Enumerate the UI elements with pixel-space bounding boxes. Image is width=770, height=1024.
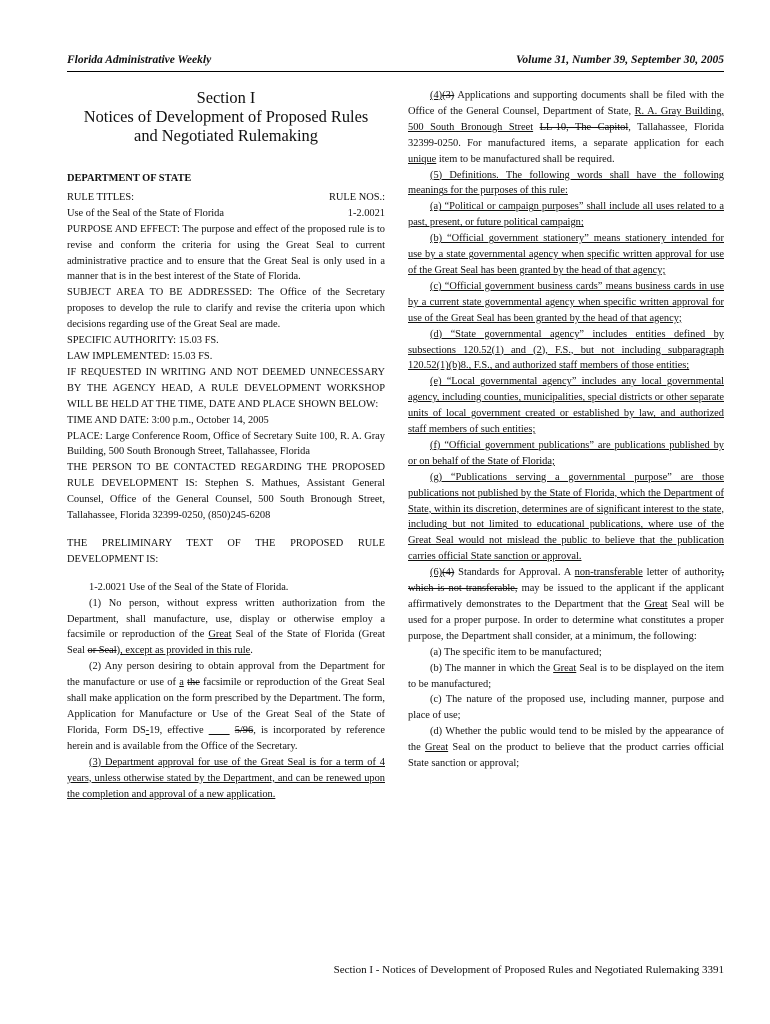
rule-number: 1-2.0021 [347, 207, 385, 219]
rule-heading: 1-2.0021 Use of the Seal of the State of Florida. [89, 581, 289, 593]
place: PLACE: Large Conference Room, Office of Secretary Suite 100, R. A. Gray Building, 500 South Bronough Street, Tallahassee, Florida [67, 430, 385, 458]
section-title-line3: and Negotiated Rulemaking [134, 126, 318, 145]
department-heading: DEPARTMENT OF STATE [67, 173, 192, 184]
definition-e: (e) “Local governmental agency” includes any local governmental agency, including counties, municipalities, special districts or other separate units of local government created or established by law, and authorized staff members of such entities; [408, 376, 724, 436]
rule-titles-row [67, 190, 385, 206]
header-divider [67, 71, 724, 72]
specific-authority: SPECIFIC AUTHORITY: 15.03 FS. [67, 335, 219, 347]
law-implemented: LAW IMPLEMENTED: 15.03 FS. [67, 350, 213, 362]
purpose-paragraph: PURPOSE AND EFFECT: The purpose and effect of the proposed rule is to revise and conform the criteria for using the Great Seal to current administrative practice and to ensure that the Great Seal is only used in a manner that is in the best interest of the State of Florida. [67, 223, 385, 283]
definition-f: (f) “Official government publications” are publications published by or on behalf of the State of Florida; [408, 439, 724, 467]
section-title-line2: Notices of Development of Proposed Rules [83, 107, 369, 126]
rule-paragraph-1: (1) No person, without express written authorization from the Department, shall manufacture, use, display or otherwise employ a facsimile or reproduction of the Great Seal of the State of Florida (Great Seal or Seal), except as provided in this rule. [67, 597, 386, 657]
standard-a: (a) The specific item to be manufactured; [430, 646, 602, 658]
subject-paragraph: SUBJECT AREA TO BE ADDRESSED: The Office of the Secretary proposes to develop the rule to clarify and revise the criteria upon which decisions regarding use of the Great Seal are made. [67, 287, 385, 331]
rule-paragraph-4: (4)(3) Applications and supporting documents shall be filed with the Office of the General Counsel, Department of State, R. A. Gray Building, 500 South Bronough Street LL-10, The Capitol, Tallahassee, Florida 32399-0250. For manufactured items, a separate application for each unique item to be manufactured shall be required. [408, 90, 724, 165]
rule-title: Use of the Seal of the State of Florida [67, 207, 224, 219]
rule-titles-label: RULE TITLES: [67, 191, 135, 203]
definition-g: (g) “Publications serving a governmental purpose” are those publications not published by the State of Florida, which the Department of State, within its discretion, determines are of significant interest to the state, including but not limited to educational publications, where use of the Great Seal would not mislead the public to believe that the publication carries official State sanction or approval. [408, 471, 724, 563]
standard-c: (c) The nature of the proposed use, including manner, purpose and place of use; [408, 694, 724, 722]
volume-info: Volume 31, Number 39, September 30, 2005 [516, 54, 724, 66]
standard-d: (d) Whether the public would tend to be misled by the appearance of the Great Seal on the product to believe that the product carries official State sanction or approval; [408, 726, 724, 770]
contact-person: THE PERSON TO BE CONTACTED REGARDING THE PROPOSED RULE DEVELOPMENT IS: Stephen S. Mathues, Assistant General Counsel, Office of the General Counsel, 500 South Bronough Street, Tallahassee, Florida 32399-0250, (850)245-6208 [67, 462, 385, 522]
running-header [67, 54, 724, 70]
time-and-date: TIME AND DATE: 3:00 p.m., October 14, 2005 [67, 414, 269, 426]
section-title [67, 88, 385, 145]
definition-c: (c) “Official government business cards” means business cards in use by a current state governmental agency when specific written approval for use of the Great Seal has been granted by the head of that agency; [408, 280, 724, 324]
definition-b: (b) “Official government stationery” means stationery intended for use by a state governmental agency when specific written approval for use of the Great Seal has been granted by the head of that agency; [408, 233, 724, 276]
page-footer: Section I - Notices of Development of Proposed Rules and Negotiated Rulemaking 3391 [333, 964, 724, 976]
preliminary-text-heading: THE PRELIMINARY TEXT OF THE PROPOSED RULE DEVELOPMENT IS: [67, 537, 385, 565]
workshop-notice: IF REQUESTED IN WRITING AND NOT DEEMED UNNECESSARY BY THE AGENCY HEAD, A RULE DEVELOPMENT WORKSHOP WILL BE HELD AT THE TIME, DATE AND PLACE SHOWN BELOW: [67, 366, 385, 410]
definitions-intro: (5) Definitions. The following words shall have the following meanings for the purposes of this rule: [408, 169, 724, 197]
rule-title-row [67, 206, 385, 222]
rule-paragraph-6: (6)(4) Standards for Approval. A non-transferable letter of authority, which is not transferable, may be issued to the applicant if the applicant affirmatively demonstrates to the Department that the Great Seal will be used for a proper purpose. In order to determine what constitutes a proper purpose, the Department shall consider, at a minimum, the following: [408, 567, 725, 642]
left-column [67, 88, 385, 802]
rule-paragraph-3: (3) Department approval for use of the Great Seal is for a term of 4 years, unless otherwise stated by the Department, and can be renewed upon the completion and approval of a new application. [67, 756, 385, 800]
rule-nos-label: RULE NOS.: [329, 191, 385, 203]
definition-a: (a) “Political or campaign purposes” shall include all uses related to a past, present, or future political campaign; [408, 201, 724, 229]
publication-name: Florida Administrative Weekly [67, 54, 212, 66]
standard-b: (b) The manner in which the Great Seal is to be displayed on the item to be manufactured; [408, 662, 724, 690]
right-column [408, 88, 724, 772]
rule-paragraph-2: (2) Any person desiring to obtain approval from the Department for the manufacture or use of a the facsimile or reproduction of the Great Seal shall make application on the form prescribed by the Department. The form, Application for Manufacture or Use of the Great Seal of the State of Florida, Form DS-19, effective ____ 5/96, is incorporated by reference herein and is available from the Office of the Secretary. [67, 661, 385, 752]
section-title-line1: Section I [196, 88, 256, 107]
definition-d: (d) “State governmental agency” includes entities defined by subsections 120.52(1) and (2), F.S., but not including subparagraph 120.52(1)(b)8., F.S., and authorized staff members of those entities; [408, 328, 724, 372]
